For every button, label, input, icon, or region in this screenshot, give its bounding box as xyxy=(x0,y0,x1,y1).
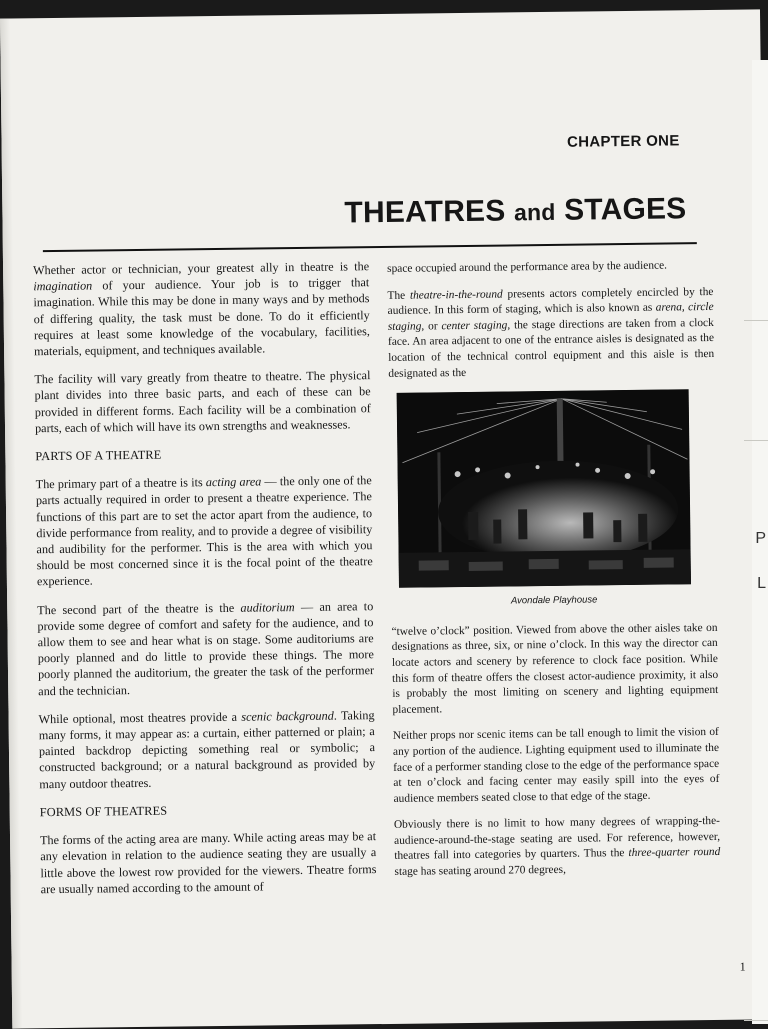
theatre-photo-image xyxy=(397,389,691,588)
paragraph: The theatre-in-the-round presents actors completely encircled by the audience. In this form of staging, which is also known as arena, circle staging, or center staging, the stage directions are taken from a clock face. An area adjacent to one of the entrance aisles is designated as the location of the technical control equipment and this aisle is then designated as the xyxy=(387,285,715,380)
paragraph: The forms of the acting area are many. While acting areas may be at any elevation in relation to the audience seating they are usually a little above the lowest row provided for the viewers. Theatre forms are usually named according to the amount of xyxy=(39,829,377,896)
paragraph: Whether actor or technician, your greatest ally in theatre is the imagination of your audience. Your job is to trigger that imagination. While this may be done in many ways and by methods of differing quality, the task must be done. To do it efficiently requires at least some knowledge of the vocabulary, facilities, materials, equipment, and techniques available. xyxy=(33,259,370,359)
section-heading: PARTS OF A THEATRE xyxy=(35,447,162,464)
title-rule xyxy=(43,242,697,252)
chapter-title-part2: STAGES xyxy=(563,192,687,227)
paragraph: The facility will vary greatly from theatre to theatre. The physical plant divides into three basic parts, and each of these can be provided in different forms. Each facility will be a combination of parts, each of which will have its own strengths and weaknesses. xyxy=(34,368,371,436)
paragraph: While optional, most theatres provide a scenic background. Taking many forms, it may appear as: a curtain, either patterned or plain; a painted backdrop depicting something real or symbolic; a constructed background; or a natural background as provided by many outdoor theatres. xyxy=(38,707,376,791)
photo-caption: Avondale Playhouse xyxy=(510,594,598,607)
right-column xyxy=(387,258,721,892)
page-edge-shadow xyxy=(0,19,22,1029)
paragraph: space occupied around the performance area by the audience. xyxy=(387,259,668,275)
left-column xyxy=(33,258,377,909)
edge-line xyxy=(744,1020,768,1021)
edge-mark-letter: L xyxy=(757,575,766,592)
theatre-photo xyxy=(397,389,691,588)
chapter-label: CHAPTER ONE xyxy=(566,132,680,151)
edge-line xyxy=(744,320,768,321)
paragraph: Neither props nor scenic items can be tall enough to limit the vision of any portion of the audience. Lighting equipment used to illuminate the face of a performer standing close to the edge of the performance space at ten o’clock and facing center may easily spill into the eyes of audience members seated close to that edge of the stage. xyxy=(392,726,720,805)
paragraph: The primary part of a theatre is its acting area — the only one of the parts actually required in order to present a theatre experience. The functions of this part are to set the actor apart from the audience, to divide performance from reality, and to provide a degree of visibility and audibility for the performer. This is the area with which you should be most concerned since it is the focal point of the theatre experience. xyxy=(35,473,373,589)
paragraph: The second part of the theatre is the auditorium — an area to provide some degree of comfort and safety for the audience, and to allow them to see and hear what is on stage. Some auditoriums are poorly planned and do little to provide these things. The more poorly planned the auditorium, the greater the task of the performer and the technician. xyxy=(37,598,375,698)
chapter-title xyxy=(344,192,686,230)
chapter-title-part1: THEATRES xyxy=(344,194,506,230)
edge-mark-letter: P xyxy=(755,530,766,547)
paragraph: “twelve o’clock” position. Viewed from above the other aisles take on designations as three, six, or nine o’clock. In this way the director can locate actors and scenery by reference to clock face position. While this form of theatre offers the closest actor-audience proximity, it also is probably the most limiting on scenery and lighting equipment placement. xyxy=(391,621,719,716)
adjacent-page-edge xyxy=(752,60,768,1024)
section-heading: FORMS OF THEATRES xyxy=(39,803,168,820)
chapter-title-and: and xyxy=(513,198,556,226)
page-number: 1 xyxy=(739,959,746,974)
book-page xyxy=(0,9,768,1028)
edge-line xyxy=(744,440,768,441)
paragraph: Obviously there is no limit to how many degrees of wrapping-the-audience-around-the-stage seating are used. For reference, however, theatres fall into categories by quarters. Thus the three-quarter round stage has seating around 270 degrees, xyxy=(393,815,721,878)
